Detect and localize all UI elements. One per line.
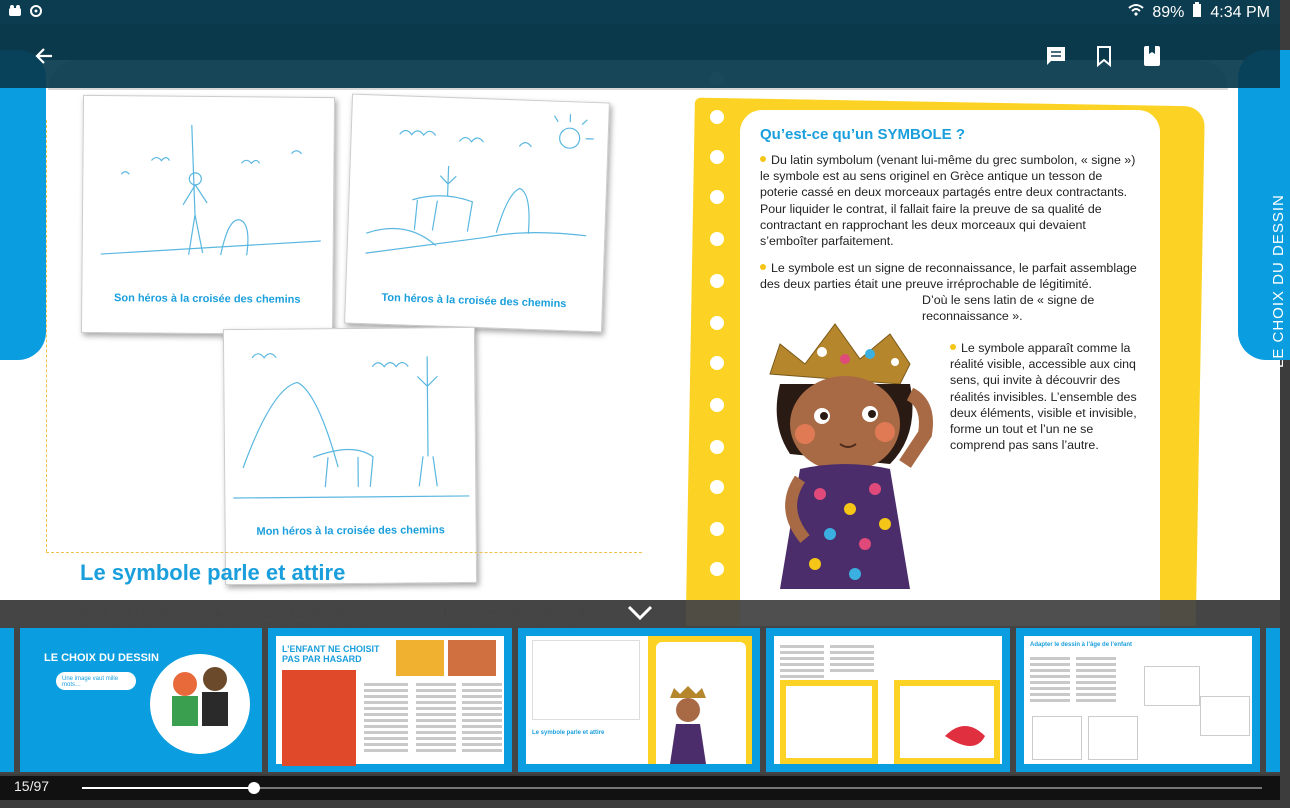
battery-level: 89% — [1152, 3, 1185, 21]
child-drawing-3 — [232, 336, 470, 514]
thumbnail-page-current[interactable] — [518, 628, 760, 772]
card-title: Qu’est-ce qu’un SYMBOLE ? — [760, 126, 966, 143]
thumbnail-strip — [0, 626, 1280, 774]
battery-icon — [1192, 2, 1202, 23]
thumbnail-title: Le symbole parle et attire — [532, 730, 605, 736]
reader-toolbar — [0, 24, 1280, 88]
chevron-down-icon — [626, 603, 654, 623]
left-page-edge — [0, 50, 46, 360]
thumbnail-partial-left[interactable] — [0, 628, 14, 772]
thumbnail-panel-handle — [0, 600, 1280, 626]
back-button[interactable] — [28, 40, 60, 72]
thumbnail-yellow-card — [894, 680, 1000, 764]
bullet-icon — [950, 344, 956, 350]
card-paragraph-2: Le symbole est un signe de reconnaissance, le parfait assemblage des deux parties était une preuve irréprochable de légitimité. — [760, 261, 1137, 292]
bullet-icon — [760, 264, 766, 270]
caption-son-heros: Son héros à la croisée des chemins — [113, 292, 301, 306]
bullet-icon — [760, 156, 766, 162]
page-slider[interactable] — [82, 787, 1262, 789]
bookmarks-list-button[interactable] — [1136, 40, 1168, 72]
notes-button[interactable] — [1040, 40, 1072, 72]
thumbnail-drawings — [532, 640, 640, 720]
card-paragraph-4: Le symbole apparaît comme la réalité visible, accessible aux cinq sens, qui invite à découvrir des réalités invisibles. L’ensemble des deux éléments, visible et invisible, forme un tout et l’un ne se comprend pas sans l’autre. — [950, 341, 1137, 453]
thumbnail-painting — [448, 640, 496, 676]
page-slider-fill — [82, 787, 254, 789]
bookmark-button[interactable] — [1088, 40, 1120, 72]
child-drawing-1 — [90, 104, 328, 286]
arrow-left-icon — [34, 46, 54, 66]
drawing-polaroid-2 — [344, 94, 610, 333]
dashed-divider — [46, 552, 642, 553]
thumbnail-yellow-card — [780, 680, 878, 764]
caption-mon-heros: Mon héros à la croisée des chemins — [256, 524, 445, 538]
thumbnail-partial-right[interactable] — [1266, 628, 1280, 772]
thumbnail-page-2[interactable] — [268, 628, 512, 772]
bookmark-icon — [1095, 45, 1113, 67]
status-bar — [0, 0, 1280, 24]
comment-icon — [1045, 45, 1067, 67]
notification-icon — [8, 4, 22, 21]
child-drawing-2 — [354, 103, 600, 291]
thumbnail-painting — [282, 670, 356, 766]
thumbnail-page-5[interactable] — [1016, 628, 1260, 772]
caption-ton-heros: Ton héros à la croisée des chemins — [381, 291, 567, 311]
thumbnail-drawing — [1032, 716, 1082, 760]
thumbnail-illustration — [150, 654, 250, 754]
thumbnail-drawing — [1144, 666, 1200, 706]
collapse-thumbnails-button[interactable] — [626, 603, 654, 628]
thumbnail-drawing — [1088, 716, 1138, 760]
thumbnail-page-4[interactable] — [766, 628, 1010, 772]
card-paragraph-3: D’où le sens latin de « signe de reconnaissance ». — [922, 293, 1095, 324]
drawing-polaroid-3 — [223, 327, 477, 585]
thumbnail-title: L’ENFANT NE CHOISIT PAS PAR HASARD — [282, 644, 380, 664]
thumbnail-title: Adapter le dessin à l’âge de l’enfant — [1030, 642, 1133, 648]
thumbnail-page-1[interactable] — [20, 628, 262, 772]
section-title: Le symbole parle et attire — [80, 560, 346, 585]
drawing-polaroid-1 — [81, 95, 335, 335]
thumbnail-drawing — [1200, 696, 1250, 736]
page-slider-handle[interactable] — [248, 782, 260, 794]
girl-with-crown-illustration — [760, 304, 940, 604]
thumbnail-yellow-card — [648, 636, 752, 764]
thumbnail-subtitle: Une image vaut mille mots… — [56, 672, 136, 690]
dashed-margin — [46, 120, 47, 552]
page-navigation-bar — [0, 776, 1280, 800]
thumbnail-title: LE CHOIX DU DESSIN — [44, 652, 159, 664]
bookmarked-page-icon — [1143, 45, 1161, 67]
wifi-icon — [1128, 3, 1144, 22]
card-paragraph-1: Du latin symbolum (venant lui-même du grec sumbolon, « signe ») le symbole est au sens originel en Grèce antique un tesson de poterie cassé en deux morceaux partagés entre deux contractants. Pour liquider le contrat, il fallait faire la preuve de sa qualité de contractant en rapprochant les deux morceaux qui devaient s’emboîter parfaitement. — [760, 153, 1136, 249]
thumbnail-painting — [396, 640, 444, 676]
book-page — [0, 60, 1287, 600]
page-indicator: 15/97 — [14, 778, 50, 794]
sync-icon — [30, 4, 42, 21]
clock: 4:34 PM — [1210, 3, 1270, 21]
chapter-label: LE CHOIX DU DESSIN — [1270, 194, 1287, 368]
